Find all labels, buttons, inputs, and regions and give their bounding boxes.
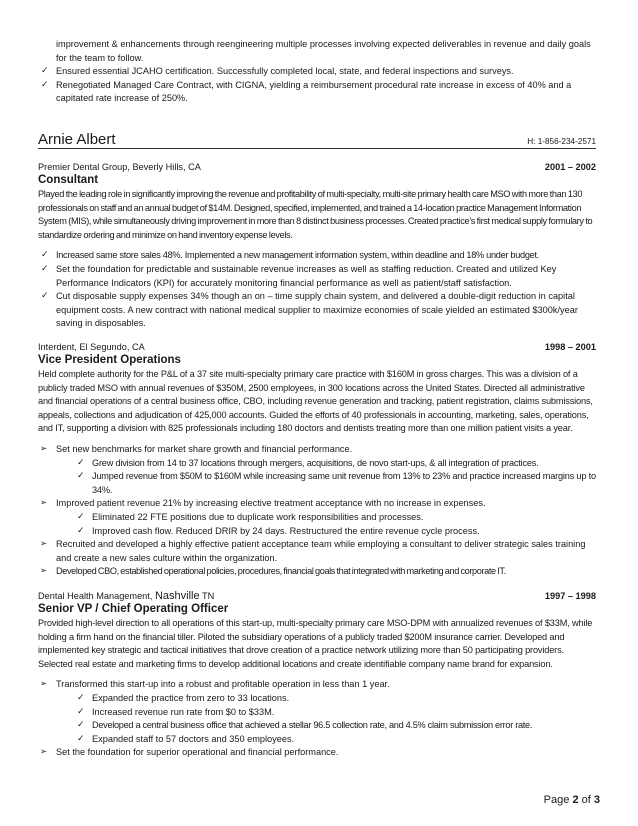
list-item: ➢ Recruited and developed a highly effective patient acceptance team while employing a consultant to deliver strategic sales training and create a new sales culture within the organization. — [40, 539, 586, 563]
list-item: ✓ Set the foundation for predictable and sustainable revenue increases as well as staffing reduction. Created and utilized Key Performance Indicators (KPI) for accurately monitoring financial performance as well as patient/staff satisfaction. — [41, 263, 557, 288]
job-city: Nashville — [154, 590, 200, 602]
job-company-line — [38, 590, 596, 602]
list-item: ✓ Improved cash flow. Reduced DRIR by 24 days. Restructured the entire revenue cycle process. — [74, 525, 598, 539]
list-item — [38, 38, 598, 65]
check-icon: ✓ — [41, 250, 49, 261]
job-section — [38, 188, 598, 331]
check-icon: ✓ — [41, 66, 49, 77]
job-company-line — [38, 341, 596, 353]
page-total: 3 — [593, 794, 600, 806]
list-item: ✓ Cut disposable supply expenses 34% though an on – time supply chain system, and delivered a double-digit reduction in capital equipment costs. A new contract with national medical supplier to maximize economies of scale yielded an estimated $300k/year saving in disposables. — [41, 291, 578, 329]
list-item: ➢ Set the foundation for superior operational and financial performance. — [38, 746, 598, 760]
phone-number: H: 1-856-234-2571 — [527, 137, 596, 146]
check-icon: ✓ — [77, 457, 85, 468]
job-title: Senior VP / Chief Operating Officer — [38, 603, 229, 615]
name-header — [38, 131, 596, 149]
page-number: 2 — [572, 794, 579, 806]
job-summary: Provided high-level direction to all operations of this start-up, multi-specialty primary care MSO-DPM with annualized revenues of $33M, while holding a firm hand on the financial tiller. Piloted the subsidiary operations of a publicly traded $200M insurance carrier. Developed and implemented key strategic and tactical initiatives that drove creation of a practice network utilizing more than 50 participating providers. Selected real estate and marketing firms to develop additional locations and create identifiable company name brand for expansion. — [38, 618, 593, 669]
job-bullets — [38, 678, 598, 760]
job-company: Interdent, El Segundo, CA — [38, 342, 145, 352]
job-section — [38, 617, 598, 760]
check-icon: ✓ — [77, 706, 85, 717]
job-dates: 1997 – 1998 — [544, 591, 596, 601]
check-icon: ✓ — [41, 291, 49, 302]
sub-bullets — [56, 692, 598, 746]
arrow-bullet-icon: ➢ — [40, 679, 48, 690]
job-bullets — [38, 249, 598, 331]
list-item: ➢ Developed CBO, established operational policies, procedures, financial goals that integrated with marketing and corporate IT. — [38, 565, 598, 579]
arrow-bullet-icon: ➢ — [40, 443, 48, 454]
top-block — [38, 38, 598, 106]
sub-bullets — [56, 457, 598, 498]
job-company: Dental Health Management, — [38, 591, 153, 601]
page-footer — [544, 793, 600, 807]
person-name: Arnie Albert — [38, 131, 116, 148]
arrow-bullet-icon: ➢ — [40, 566, 48, 577]
list-item: ➢ Transformed this start-up into a robust and profitable operation in less than 1 year. ✓ Expanded the practice from zero to 33 locations. ✓ Increased revenue run rate from $0 to $33M. ✓ Developed a central business office that achieved a stellar 96.5 collection rate, and 4.5% claim submission error rate. ✓ Expanded staff to 57 doctors and 350 employees. — [38, 678, 598, 746]
job-section — [38, 368, 598, 579]
list-item: ✓ Developed a central business office that achieved a stellar 96.5 collection rate, and 4.5% claim submission error rate. — [74, 719, 598, 733]
list-item: ✓ Expanded staff to 57 doctors and 350 employees. — [74, 733, 598, 747]
job-state: TN — [202, 591, 215, 601]
list-item: ➢ Improved patient revenue 21% by increasing elective treatment acceptance with no increase in expenses. ✓ Eliminated 22 FTE positions due to duplicate work responsibilities and processes. ✓ Improved cash flow. Reduced DRIR by 24 days. Restructured the entire revenue cycle process. — [38, 497, 598, 538]
job-bullets — [38, 443, 598, 579]
list-item: ➢ Set new benchmarks for market share growth and financial performance. ✓ Grew division from 14 to 37 locations through mergers, acquisitions, de novo start-ups, & all integration of practices. ✓ Jumped revenue from $50M to $160M while increasing same unit revenue from 13% to 23% and practice increased margins up to 34%. — [38, 443, 598, 497]
check-icon: ✓ — [77, 692, 85, 703]
page-label: Page — [543, 794, 570, 806]
top-bullets — [38, 38, 598, 106]
check-icon: ✓ — [41, 79, 49, 90]
page-of-label: of — [581, 794, 591, 806]
check-icon: ✓ — [77, 525, 85, 536]
list-item: ✓ Eliminated 22 FTE positions due to duplicate work responsibilities and processes. — [74, 511, 598, 525]
check-icon: ✓ — [77, 720, 85, 731]
list-item: ✓ Increased same store sales 48%. Implemented a new management information system, within deadline and 18% under budget. — [38, 249, 598, 263]
list-item: ✓ Jumped revenue from $50M to $160M while increasing same unit revenue from 13% to 23% and practice increased margins up to 34%. — [77, 471, 596, 495]
job-company-line — [38, 161, 596, 173]
job-company: Premier Dental Group, Beverly Hills, CA — [38, 162, 201, 172]
arrow-bullet-icon: ➢ — [40, 747, 48, 758]
list-item: ✓ Grew division from 14 to 37 locations through mergers, acquisitions, de novo start-ups, & all integration of practices. — [74, 457, 598, 471]
job-title: Vice President Operations — [38, 354, 181, 366]
check-icon: ✓ — [41, 263, 49, 274]
list-item: ✓ Renegotiated Managed Care Contract, with CIGNA, yielding a reimbursement procedural rate increase in excess of 40% and a capitated rate increase of 250%. — [41, 79, 572, 104]
job-dates: 2001 – 2002 — [544, 162, 596, 172]
sub-bullets — [56, 511, 598, 538]
top-continuation: improvement & enhancements through reengineering multiple processes involving expected deliverables in revenue and daily goals for the team to follow. — [56, 39, 591, 63]
job-summary: Played the leading role in significantly improving the revenue and profitability of multi-specialty, multi-site primary health care MSO with more than 130 professionals on staff and an annual budget of $14M. Designed, specified, implemented, and trained a 14-location practice Management Information System (MIS), while simultaneously driving improvement in more than 8 distinct business processes. Created practice’s first medical supply formulary to standardize ordering and minimize on hand inventory expense levels. — [38, 189, 593, 240]
check-icon: ✓ — [77, 733, 85, 744]
check-icon: ✓ — [77, 511, 85, 522]
arrow-bullet-icon: ➢ — [40, 539, 48, 550]
list-item: ✓ Expanded the practice from zero to 33 locations. — [74, 692, 598, 706]
list-item: ✓ Ensured essential JCAHO certification. Successfully completed local, state, and federal inspections and surveys. — [38, 65, 598, 79]
job-title: Consultant — [38, 174, 99, 186]
list-item: ✓ Increased revenue run rate from $0 to $33M. — [74, 706, 598, 720]
job-summary: Held complete authority for the P&L of a 37 site multi-specialty primary care practice with $160M in gross charges. This was a division of a publicly traded MSO with annual revenues of $350M, 2500 employees, in 300 locations across the United States. Directed all administrative and financial operations of a central business office, CBO, including revenue generation and tracking, patient registration, claims submissions, appeals, collections and adjudication of 425,000 accounts. Guided the efforts of 40 professionals in accounting, marketing, sales, operations, and IT, supporting a division with 825 professionals including 180 doctors and dentists treating more than one million patient visits a year. — [38, 369, 593, 434]
arrow-bullet-icon: ➢ — [40, 498, 48, 509]
job-dates: 1998 – 2001 — [544, 342, 596, 352]
check-icon: ✓ — [77, 471, 85, 482]
